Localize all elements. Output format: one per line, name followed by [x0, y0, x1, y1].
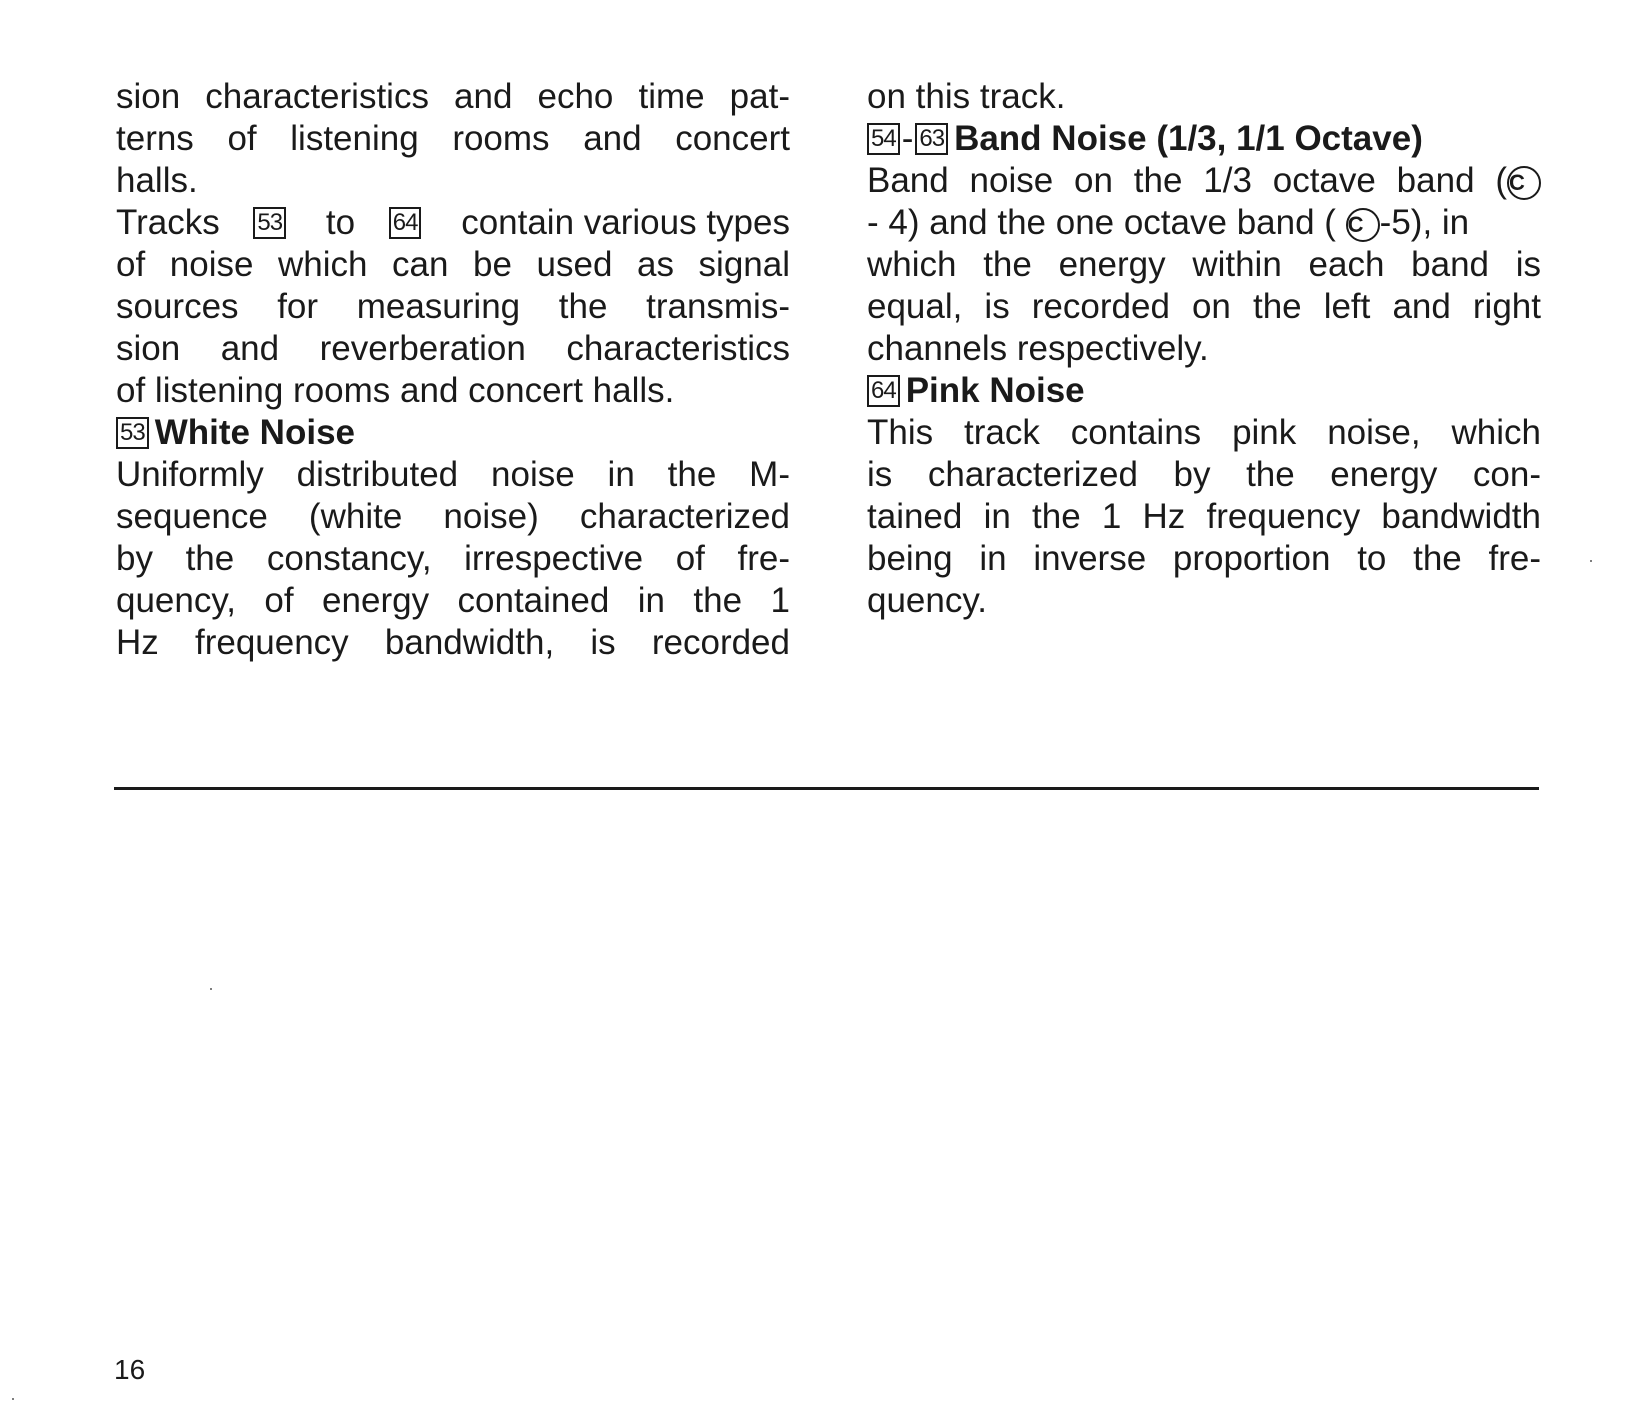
text-line: equal, is recorded on the left and right — [867, 287, 1541, 326]
text-line: This track contains pink noise, which — [867, 413, 1541, 452]
text-line: channels respectively. — [867, 329, 1209, 368]
horizontal-rule — [114, 787, 1539, 790]
text-fragment: Tracks — [116, 203, 220, 242]
text-line: Uniformly distributed noise in the M- — [116, 455, 790, 494]
heading-title: White Noise — [154, 413, 355, 452]
text-line: quency, of energy contained in the 1 — [116, 581, 790, 620]
track-number-box: 64 — [867, 375, 900, 407]
heading-title: Band Noise (1/3, 1/1 Octave) — [954, 119, 1423, 158]
track-number-box: 53 — [116, 417, 149, 449]
track-number-box: 54 — [867, 123, 900, 155]
text-fragment: to — [325, 203, 356, 242]
text-line: Hz frequency bandwidth, is recorded — [116, 623, 790, 662]
band-noise-heading — [867, 118, 1541, 160]
scan-speck — [210, 988, 212, 990]
text-fragment: contain various types — [461, 203, 790, 242]
text-line: sion characteristics and echo time pat- — [116, 77, 790, 116]
text-line: sources for measuring the transmis- — [116, 287, 790, 326]
track-number-box: 63 — [915, 123, 948, 155]
text-line: of listening rooms and concert halls. — [116, 371, 675, 410]
text-line: quency. — [867, 581, 987, 620]
pink-noise-heading — [867, 370, 1541, 412]
heading-title: Pink Noise — [905, 371, 1085, 410]
text-line — [867, 202, 1541, 244]
scan-speck — [1590, 560, 1592, 562]
text-fragment: Band noise on the 1/3 octave band ( — [867, 161, 1507, 200]
tracks-line — [116, 202, 790, 244]
text-line: tained in the 1 Hz frequency bandwidth — [867, 497, 1541, 536]
circled-c-icon: C — [1346, 208, 1380, 242]
right-column — [867, 76, 1541, 622]
text-line: of noise which can be used as signal — [116, 245, 790, 284]
text-line: sequence (white noise) characterized — [116, 497, 790, 536]
scan-speck — [12, 1398, 14, 1400]
text-line: halls. — [116, 161, 198, 200]
track-number-box: 64 — [389, 202, 428, 244]
text-line: being in inverse proportion to the fre- — [867, 539, 1541, 578]
page-number: 16 — [114, 1354, 146, 1385]
left-column — [116, 76, 790, 664]
text-line — [867, 160, 1541, 202]
dash: - — [901, 119, 914, 158]
text-line: by the constancy, irrespective of fre- — [116, 539, 790, 578]
text-line: sion and reverberation characteristics — [116, 329, 790, 368]
white-noise-heading — [116, 412, 790, 454]
circled-c-icon: C — [1507, 166, 1541, 200]
text-line: on this track. — [867, 77, 1066, 116]
track-number-box: 53 — [253, 202, 292, 244]
text-fragment: - 4) and the one octave band ( C -5), in — [867, 203, 1470, 242]
text-line: is characterized by the energy con- — [867, 455, 1541, 494]
text-line: which the energy within each band is — [867, 245, 1541, 284]
text-line: terns of listening rooms and concert — [116, 119, 790, 158]
